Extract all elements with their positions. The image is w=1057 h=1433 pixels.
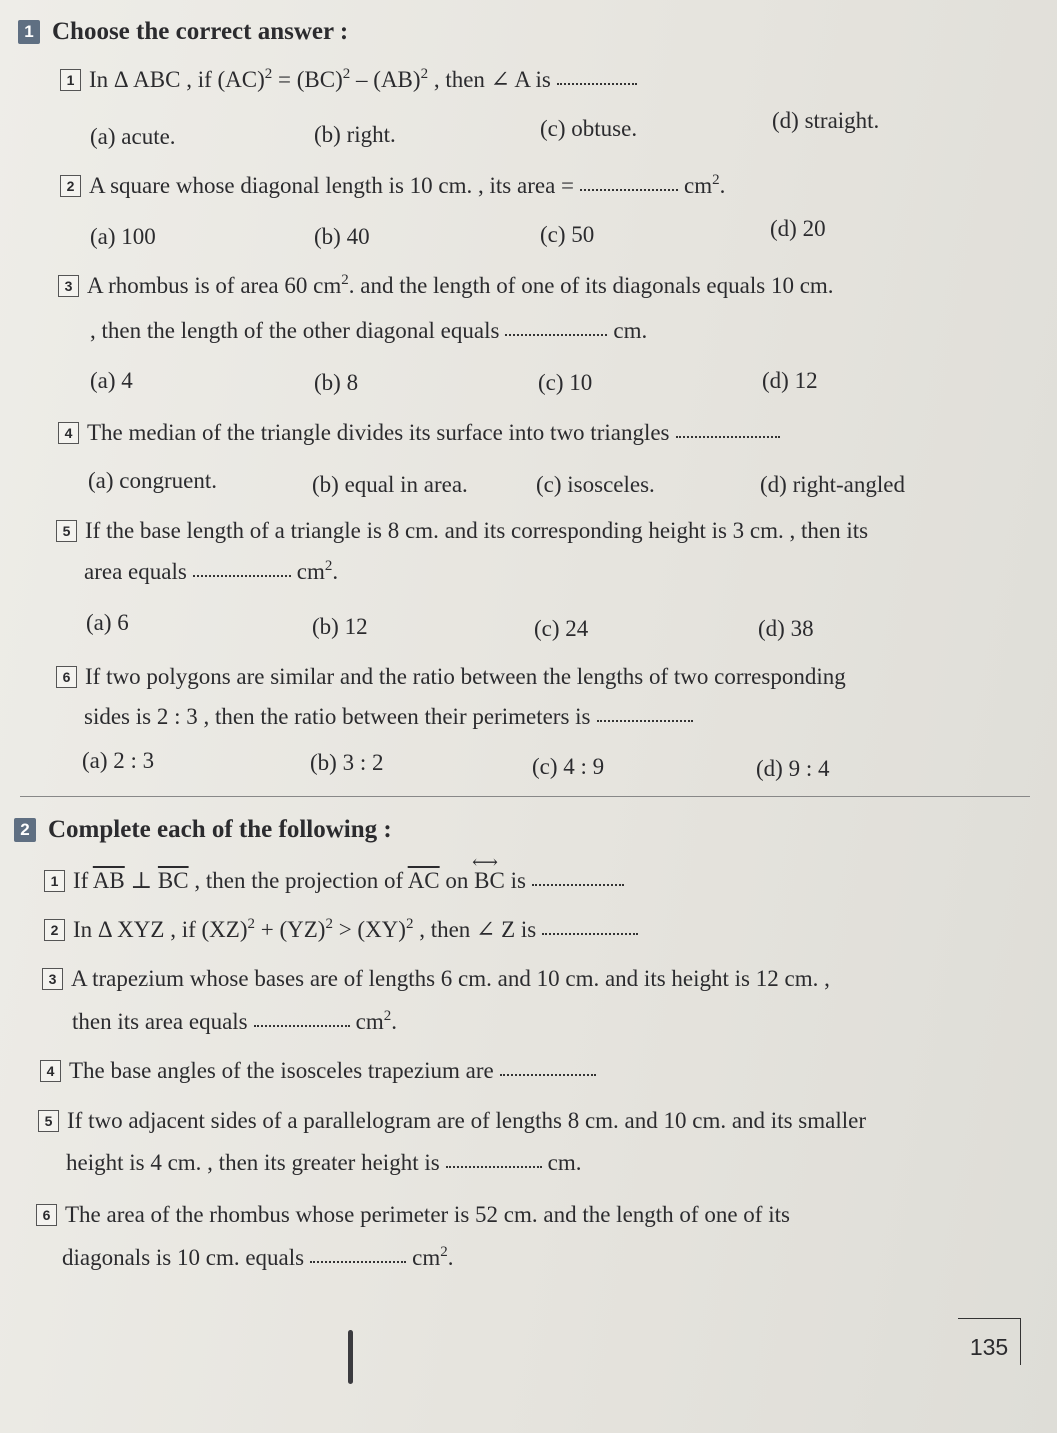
s1-q6-option-c[interactable]: (c) 4 : 9 xyxy=(532,754,605,779)
s2-question-6-line2: diagonals is 10 cm. equals $cm^2$. xyxy=(62,1244,454,1270)
s2-q5-number: 5 xyxy=(38,1110,59,1132)
s1-q4-option-b[interactable]: (b) equal in area. xyxy=(312,472,468,497)
s1-question-3: 3 A rhombus is of area 60 $cm^2$. and the length of one of its diagonals equals 10 cm. xyxy=(58,272,834,299)
s1-q1-option-a[interactable]: (a) acute. xyxy=(90,124,176,149)
s1-q5-number: 5 xyxy=(56,520,77,542)
answer-blank[interactable] xyxy=(597,708,693,722)
answer-blank[interactable] xyxy=(446,1154,542,1168)
section-divider xyxy=(20,796,1030,797)
segment-ac: $\overline{AC}$ xyxy=(407,868,440,893)
s1-q3-option-d[interactable]: (d) 12 xyxy=(762,368,818,393)
s1-q5-option-a[interactable]: (a) 6 xyxy=(86,610,129,635)
s1-q4-option-c[interactable]: (c) isosceles. xyxy=(536,472,655,497)
answer-blank[interactable] xyxy=(676,424,780,438)
s1-q1-option-b[interactable]: (b) right. xyxy=(314,122,396,147)
line-bc: ⟷ BC xyxy=(474,868,505,894)
s1-q3-option-a[interactable]: (a) 4 xyxy=(90,368,133,393)
page-mark xyxy=(348,1330,353,1384)
answer-blank[interactable] xyxy=(505,322,607,336)
s1-q1-option-d[interactable]: (d) straight. xyxy=(772,108,880,133)
s2-q4-number: 4 xyxy=(40,1060,61,1082)
s2-question-5-line2: height is 4 cm. , then its greater height is cm. xyxy=(66,1150,582,1175)
segment-bc: $\overline{BC}$ xyxy=(157,868,189,893)
section-2-title: Complete each of the following : xyxy=(48,816,392,843)
answer-blank[interactable] xyxy=(542,921,638,935)
s1-question-3-line2: , then the length of the other diagonal equals cm. xyxy=(90,318,648,343)
s1-q6-option-d[interactable]: (d) 9 : 4 xyxy=(756,756,830,781)
s2-question-1: 1 If $\overline{AB}$ ⊥ $\overline{BC}$ , then the projection of $\overline{AC}$ on ⟷ BC is xyxy=(44,868,630,894)
s1-question-4: 4 The median of the triangle divides its surface into two triangles xyxy=(58,420,786,446)
answer-blank[interactable] xyxy=(557,71,637,85)
s1-question-1: 1 In Δ ABC , if (AC)$^2$ = (BC)$^2$ – (AB)$^2$ , then ∠ A is xyxy=(60,66,643,93)
page-number: 135 xyxy=(958,1318,1021,1365)
s1-q2-number: 2 xyxy=(60,175,81,197)
s2-q1-number: 1 xyxy=(44,870,65,892)
s1-question-6: 6 If two polygons are similar and the ratio between the lengths of two corresponding xyxy=(56,664,846,690)
s1-q2-option-b[interactable]: (b) 40 xyxy=(314,224,370,249)
s1-q2-option-c[interactable]: (c) 50 xyxy=(540,222,595,247)
s1-q2-option-a[interactable]: (a) 100 xyxy=(90,224,156,249)
s1-question-5-line2: area equals $cm^2$. xyxy=(84,558,339,584)
s1-question-6-line2: sides is 2 : 3 , then the ratio between their perimeters is xyxy=(84,704,699,730)
answer-blank[interactable] xyxy=(254,1013,350,1027)
s1-q3-number: 3 xyxy=(58,275,79,297)
section-2-header xyxy=(14,816,392,844)
s1-q1-number: 1 xyxy=(60,69,81,91)
s2-q2-number: 2 xyxy=(44,919,65,941)
s1-q4-number: 4 xyxy=(58,422,79,444)
section-1-number: 1 xyxy=(18,20,40,44)
section-1-header xyxy=(18,18,348,46)
s1-q4-option-a[interactable]: (a) congruent. xyxy=(88,468,217,493)
s1-q6-option-b[interactable]: (b) 3 : 2 xyxy=(310,750,384,775)
s1-q5-option-b[interactable]: (b) 12 xyxy=(312,614,368,639)
s2-question-6: 6 The area of the rhombus whose perimeter is 52 cm. and the length of one of its xyxy=(36,1202,790,1228)
s1-q3-option-c[interactable]: (c) 10 xyxy=(538,370,593,395)
section-1-title: Choose the correct answer : xyxy=(52,18,349,45)
s1-question-5: 5 If the base length of a triangle is 8 cm. and its corresponding height is 3 cm. , then its xyxy=(56,518,868,544)
s2-q3-number: 3 xyxy=(42,968,63,990)
answer-blank[interactable] xyxy=(193,563,291,577)
s1-q3-option-b[interactable]: (b) 8 xyxy=(314,370,359,395)
s1-q5-option-d[interactable]: (d) 38 xyxy=(758,616,814,641)
s1-q4-option-d[interactable]: (d) right-angled xyxy=(760,472,905,497)
s2-question-4: 4 The base angles of the isosceles trapezium are xyxy=(40,1058,602,1084)
s1-q6-option-a[interactable]: (a) 2 : 3 xyxy=(82,748,155,773)
section-2-number: 2 xyxy=(14,818,36,842)
s2-question-3-line2: then its area equals $cm^2$. xyxy=(72,1008,397,1034)
answer-blank[interactable] xyxy=(580,177,678,191)
s1-q5-option-c[interactable]: (c) 24 xyxy=(534,616,589,641)
s2-question-2: 2 In Δ XYZ , if (XZ)$^2$ + (YZ)$^2$ > (XY)$^2$ , then ∠ Z is xyxy=(44,916,644,943)
s1-q6-number: 6 xyxy=(56,666,77,688)
s2-question-3: 3 A trapezium whose bases are of lengths 6 cm. and 10 cm. and its height is 12 cm. , xyxy=(42,966,830,992)
segment-ab: $\overline{AB}$ xyxy=(92,868,125,893)
s1-q2-option-d[interactable]: (d) 20 xyxy=(770,216,826,241)
s1-question-2: 2 A square whose diagonal length is 10 cm. , its area = $cm^2$. xyxy=(60,172,725,199)
s1-q1-option-c[interactable]: (c) obtuse. xyxy=(540,116,638,141)
s2-question-5: 5 If two adjacent sides of a parallelogram are of lengths 8 cm. and 10 cm. and its smaller xyxy=(38,1108,866,1134)
answer-blank[interactable] xyxy=(500,1062,596,1076)
s2-q6-number: 6 xyxy=(36,1204,57,1226)
answer-blank[interactable] xyxy=(532,872,624,886)
answer-blank[interactable] xyxy=(310,1249,406,1263)
